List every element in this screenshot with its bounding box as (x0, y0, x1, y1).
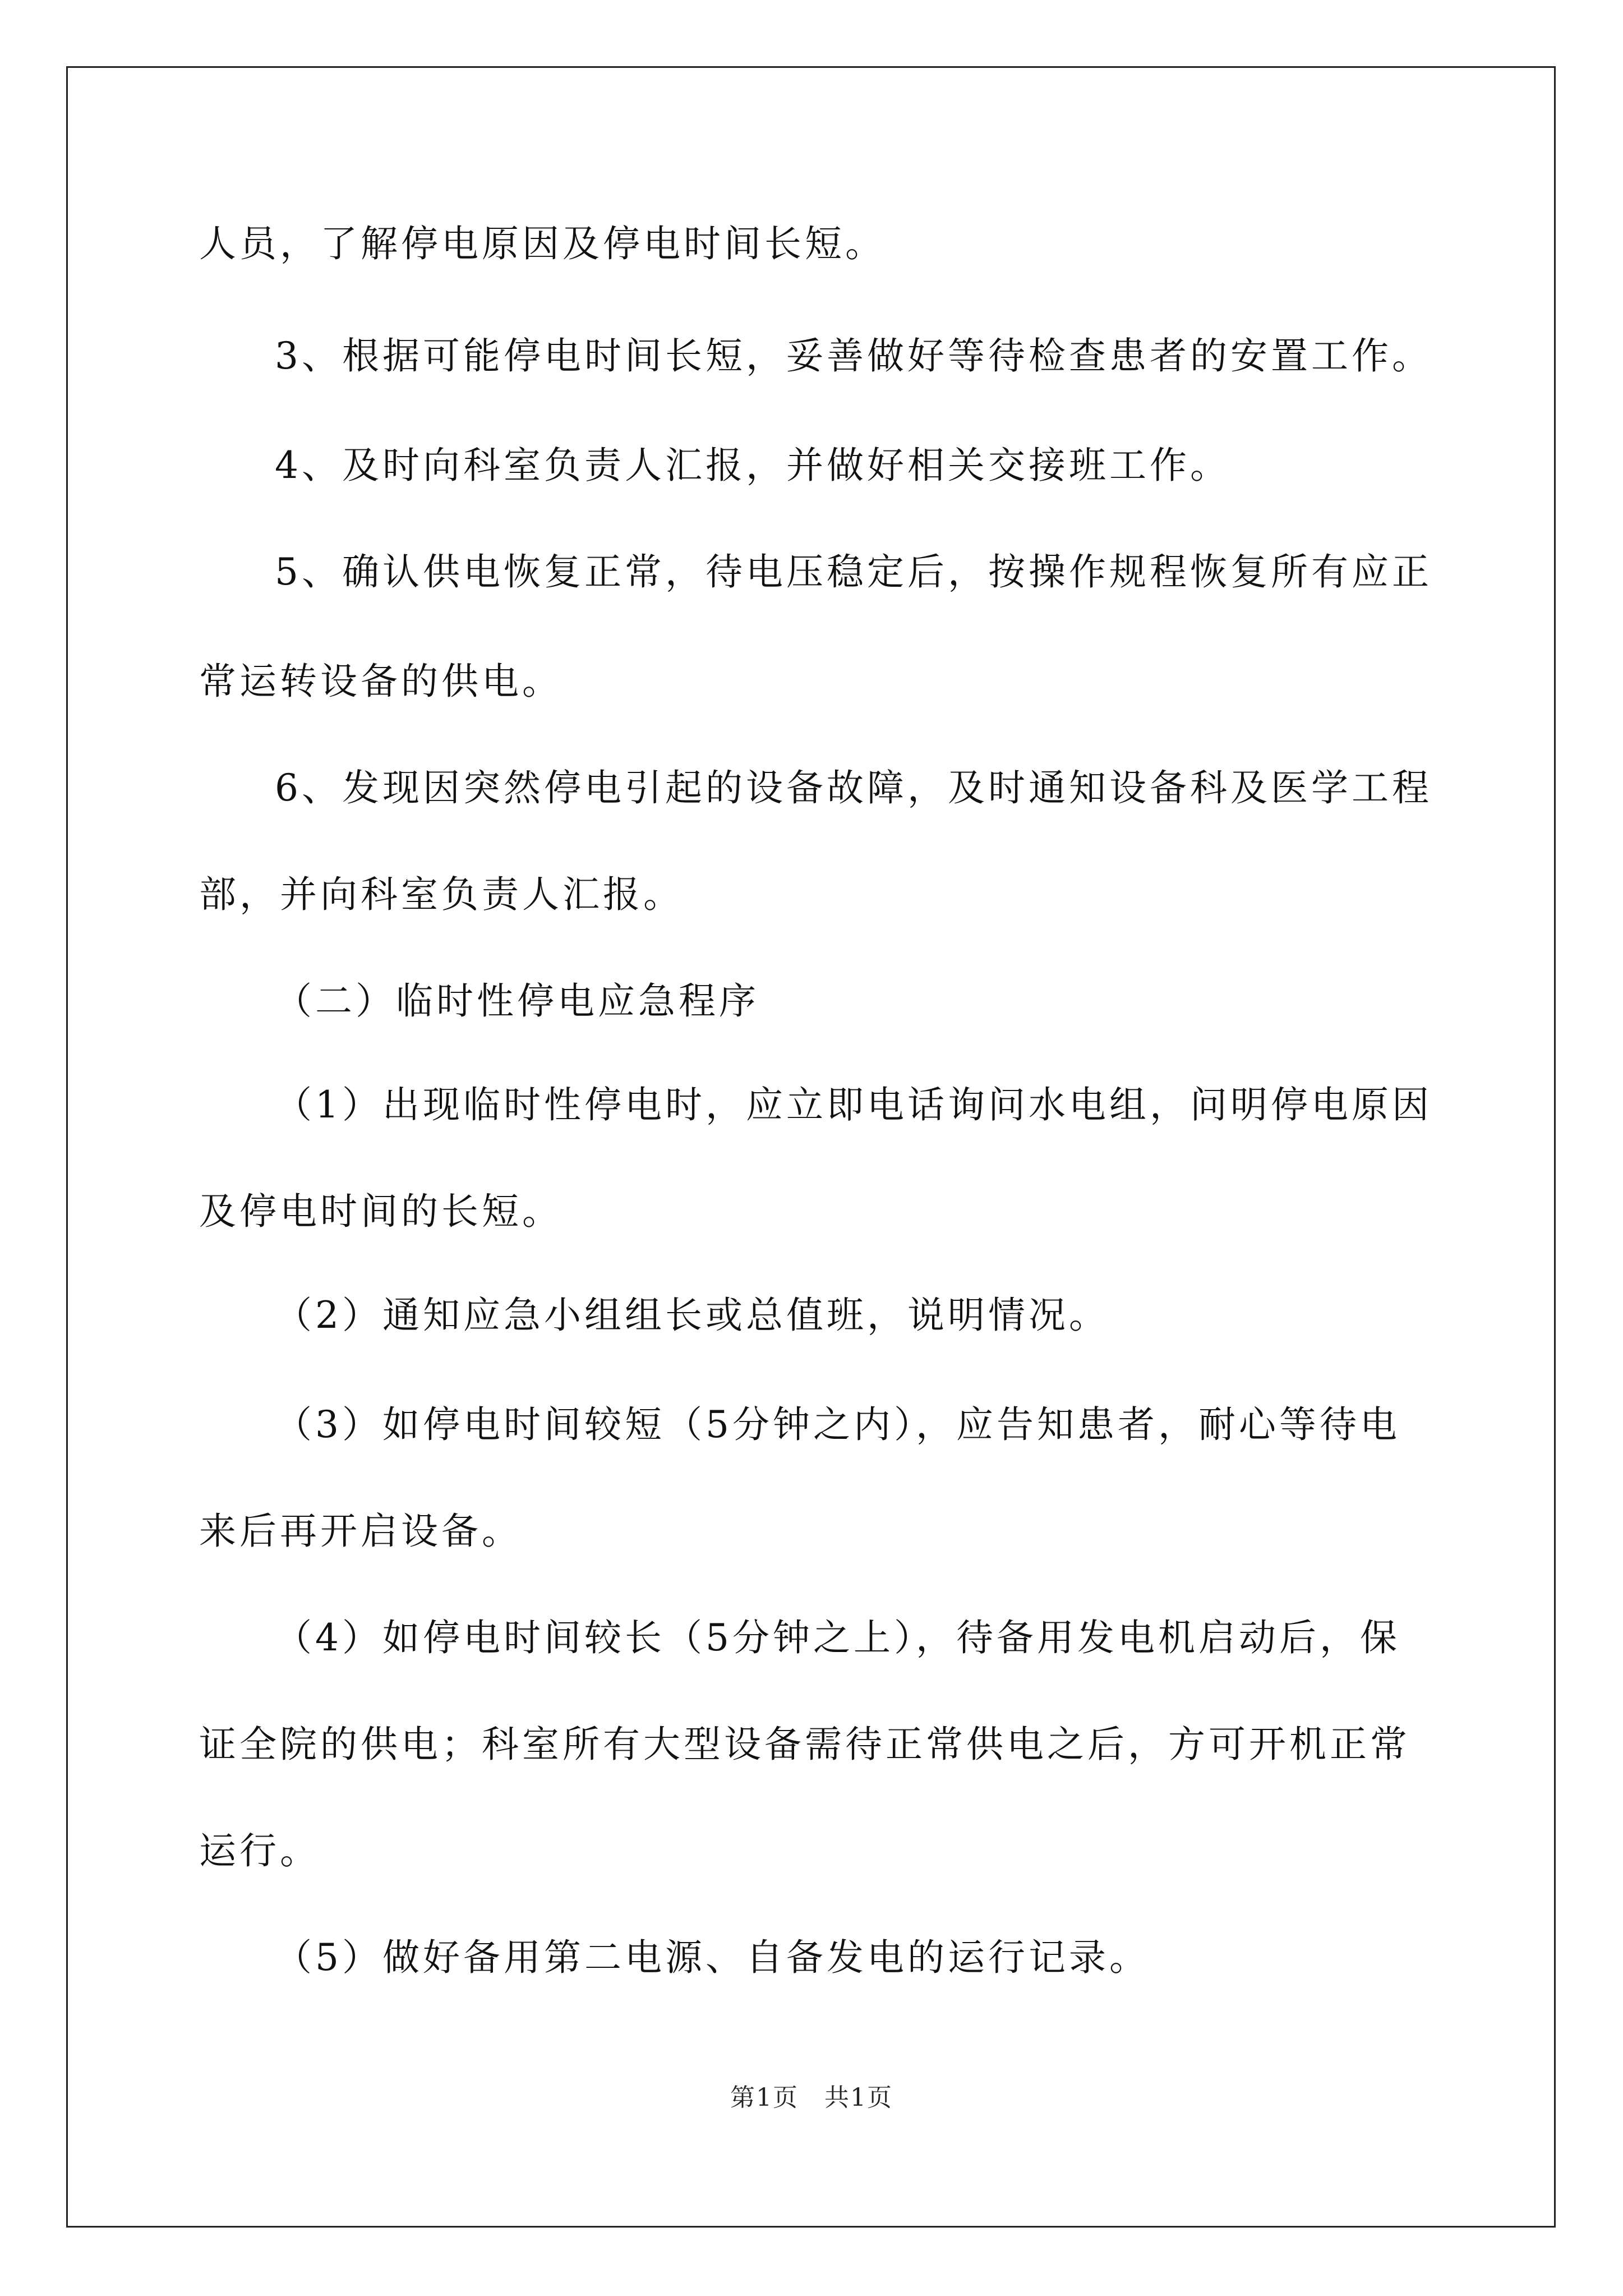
body-line: 运行。 (199, 1829, 320, 1872)
body-line: 常运转设备的供电。 (199, 660, 562, 703)
body-line: 5、确认供电恢复正常，待电压稳定后，按操作规程恢复所有应正 (275, 550, 1432, 593)
body-line: （1）出现临时性停电时，应立即电话询问水电组，问明停电原因 (275, 1083, 1432, 1126)
body-line: 4、及时向科室负责人汇报，并做好相关交接班工作。 (275, 444, 1230, 487)
body-line: （2）通知应急小组组长或总值班，说明情况。 (275, 1294, 1109, 1337)
body-line: 部，并向科室负责人汇报。 (199, 873, 684, 916)
page-border (66, 66, 1556, 2228)
section-heading: （二）临时性停电应急程序 (275, 979, 759, 1023)
body-line: （3）如停电时间较短（5分钟之内），应告知患者，耐心等待电 (275, 1403, 1400, 1446)
body-line: （5）做好备用第二电源、自备发电的运行记录。 (275, 1936, 1150, 1979)
body-line: 来后再开启设备。 (199, 1510, 522, 1553)
body-line: （4）如停电时间较长（5分钟之上），待备用发电机启动后，保 (275, 1616, 1400, 1659)
page-number: 第1页 共1页 (730, 2083, 893, 2112)
body-line: 人员，了解停电原因及停电时间长短。 (199, 222, 886, 265)
body-line: 6、发现因突然停电引起的设备故障，及时通知设备科及医学工程 (275, 766, 1432, 809)
body-line: 证全院的供电；科室所有大型设备需待正常供电之后，方可开机正常 (199, 1723, 1410, 1766)
body-line: 3、根据可能停电时间长短，妥善做好等待检查患者的安置工作。 (275, 334, 1432, 378)
body-line: 及停电时间的长短。 (199, 1190, 562, 1233)
